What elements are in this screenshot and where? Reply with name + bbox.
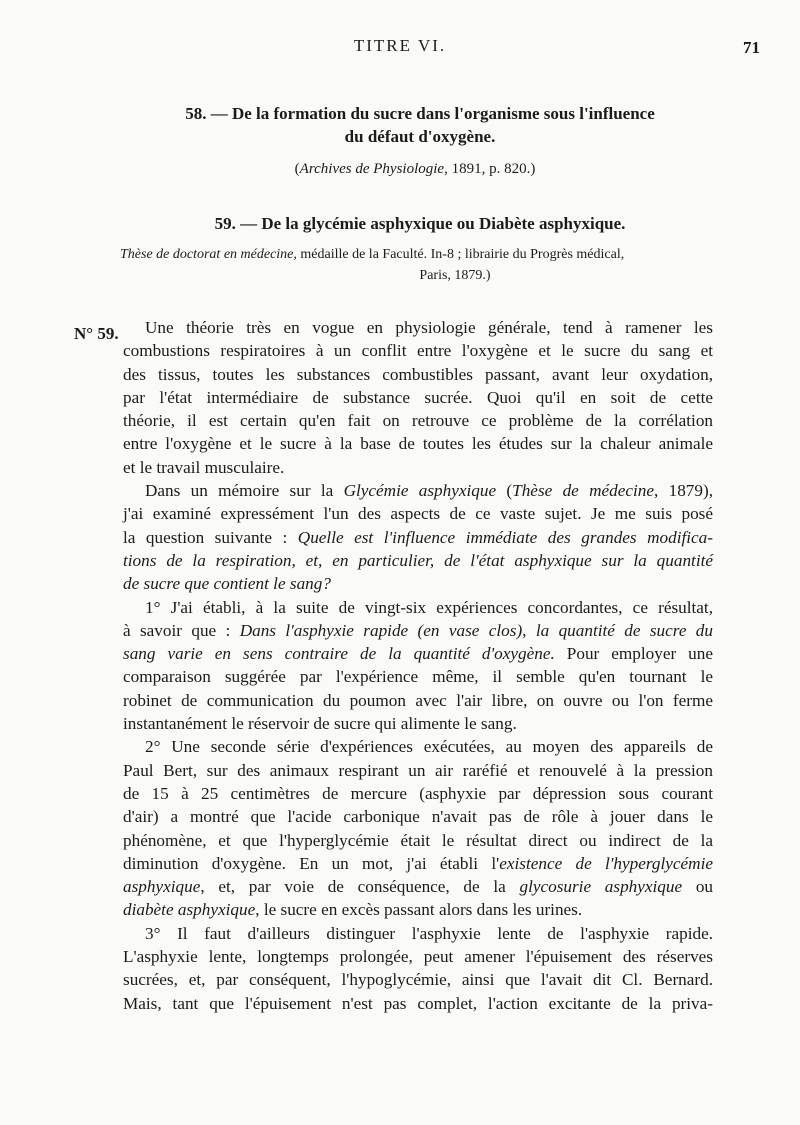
- p3-line: à savoir que : Dans l'asphyxie rapide (en vase clos), la quantité de sucre du: [123, 620, 713, 640]
- entry-number-marker: N° 59.: [74, 324, 119, 343]
- entry-58-source-rest: , 1891, p. 820.): [444, 161, 536, 177]
- p3-line: instantanément le réservoir de sucre qui alimente le sang.: [123, 714, 517, 734]
- entry-58-title-line2: du défaut d'oxygène.: [344, 127, 496, 146]
- p2-line: j'ai examiné expressément l'un des aspects de ce vaste sujet. Je me suis posé: [123, 504, 713, 524]
- p2-line: Dans un mémoire sur la Glycémie asphyxique (Thèse de médecine, 1879),: [145, 481, 714, 501]
- p2-line: de sucre que contient le sang?: [123, 574, 331, 594]
- p1-line: et le travail musculaire.: [123, 457, 285, 477]
- p5-line: sucrées, et, par conséquent, l'hypoglycémie, ainsi que l'avait dit Cl. Bernard.: [123, 970, 713, 990]
- entry-59-thesis-italic: Thèse de doctorat en médecine: [120, 247, 294, 262]
- body-text: [123, 316, 713, 1015]
- p5-line: Mais, tant que l'épuisement n'est pas complet, l'action excitante de la priva-: [123, 993, 713, 1013]
- p4-line: phénomène, et que l'hyperglycémie était le résultat direct ou indirect de la: [123, 830, 713, 850]
- p2-line: la question suivante : Quelle est l'influence immédiate des grandes modifica-: [123, 527, 714, 547]
- p4-line: asphyxique, et, par voie de conséquence, de la glycosurie asphyxique ou: [123, 877, 714, 897]
- p5-line: 3° Il faut d'ailleurs distinguer l'asphyxie lente de l'asphyxie rapide.: [145, 923, 713, 943]
- p1-line: Une théorie très en vogue en physiologie générale, tend à ramener les: [145, 318, 713, 337]
- entry-58-title-line1: 58. — De la formation du sucre dans l'organisme sous l'influence: [185, 104, 655, 123]
- p4-line: diabète asphyxique, le sucre en excès passant alors dans les urines.: [123, 900, 583, 920]
- entry-58-journal: Archives de Physiologie: [299, 161, 445, 177]
- p4-line: d'air) a montré que l'acide carbonique n'avait pas de rôle à jouer dans le: [123, 807, 713, 827]
- p5-line: L'asphyxie lente, longtemps prolongée, peut amener l'épuisement des réserves: [123, 947, 713, 967]
- entry-59-thesis-line2: Paris, 1879.): [419, 268, 491, 283]
- p2-line: tions de la respiration, et, en particulier, de l'état asphyxique sur la quantité: [123, 550, 713, 570]
- p3-line: sang varie en sens contraire de la quantité d'oxygène. Pour employer une: [123, 644, 713, 664]
- p1-line: entre l'oxygène et le sucre à la base de toutes les études sur la chaleur animale: [123, 434, 713, 454]
- entry-59-title: 59. — De la glycémie asphyxique ou Diabète asphyxique.: [214, 214, 626, 233]
- p1-line: des tissus, toutes les substances combustibles passant, avant leur oxydation,: [123, 364, 713, 384]
- p1-line: par l'état intermédiaire de substance sucrée. Quoi qu'il en soit de cette: [123, 387, 713, 407]
- entry-58-source: (Archives de Physiologie, 1891, p. 820.): [294, 161, 536, 177]
- entry-58-title: [120, 102, 720, 148]
- p4-line: 2° Une seconde série d'expériences exécutées, au moyen des appareils de: [145, 737, 713, 757]
- p4-line: de 15 à 25 centimètres de mercure (asphyxie par dépression sous courant: [123, 783, 713, 803]
- p3-line: robinet de communication du poumon avec l'air libre, on ouvre ou l'on ferme: [123, 690, 713, 710]
- running-title: TITRE VI.: [353, 36, 447, 55]
- entry-59-thesis: [120, 244, 710, 286]
- p3-line: comparaison suggérée par l'expérience même, il semble qu'en tournant le: [123, 667, 713, 687]
- p4-line: diminution d'oxygène. En un mot, j'ai établi l'existence de l'hyperglycémie: [123, 853, 714, 873]
- p1-line: combustions respiratoires à un conflit entre l'oxygène et le sucre du sang et: [123, 341, 713, 361]
- p1-line: théorie, il est certain qu'en fait on retrouve ce problème de la corrélation: [123, 411, 713, 431]
- p4-line: Paul Bert, sur des animaux respirant un air raréfié et renouvelé à la pression: [123, 760, 713, 780]
- entry-59-thesis-rest: , médaille de la Faculté. In-8 ; librairie du Progrès médical,: [293, 247, 625, 262]
- page-number: 71: [743, 38, 760, 57]
- p3-line: 1° J'ai établi, à la suite de vingt-six expériences concordantes, ce résultat,: [145, 597, 713, 617]
